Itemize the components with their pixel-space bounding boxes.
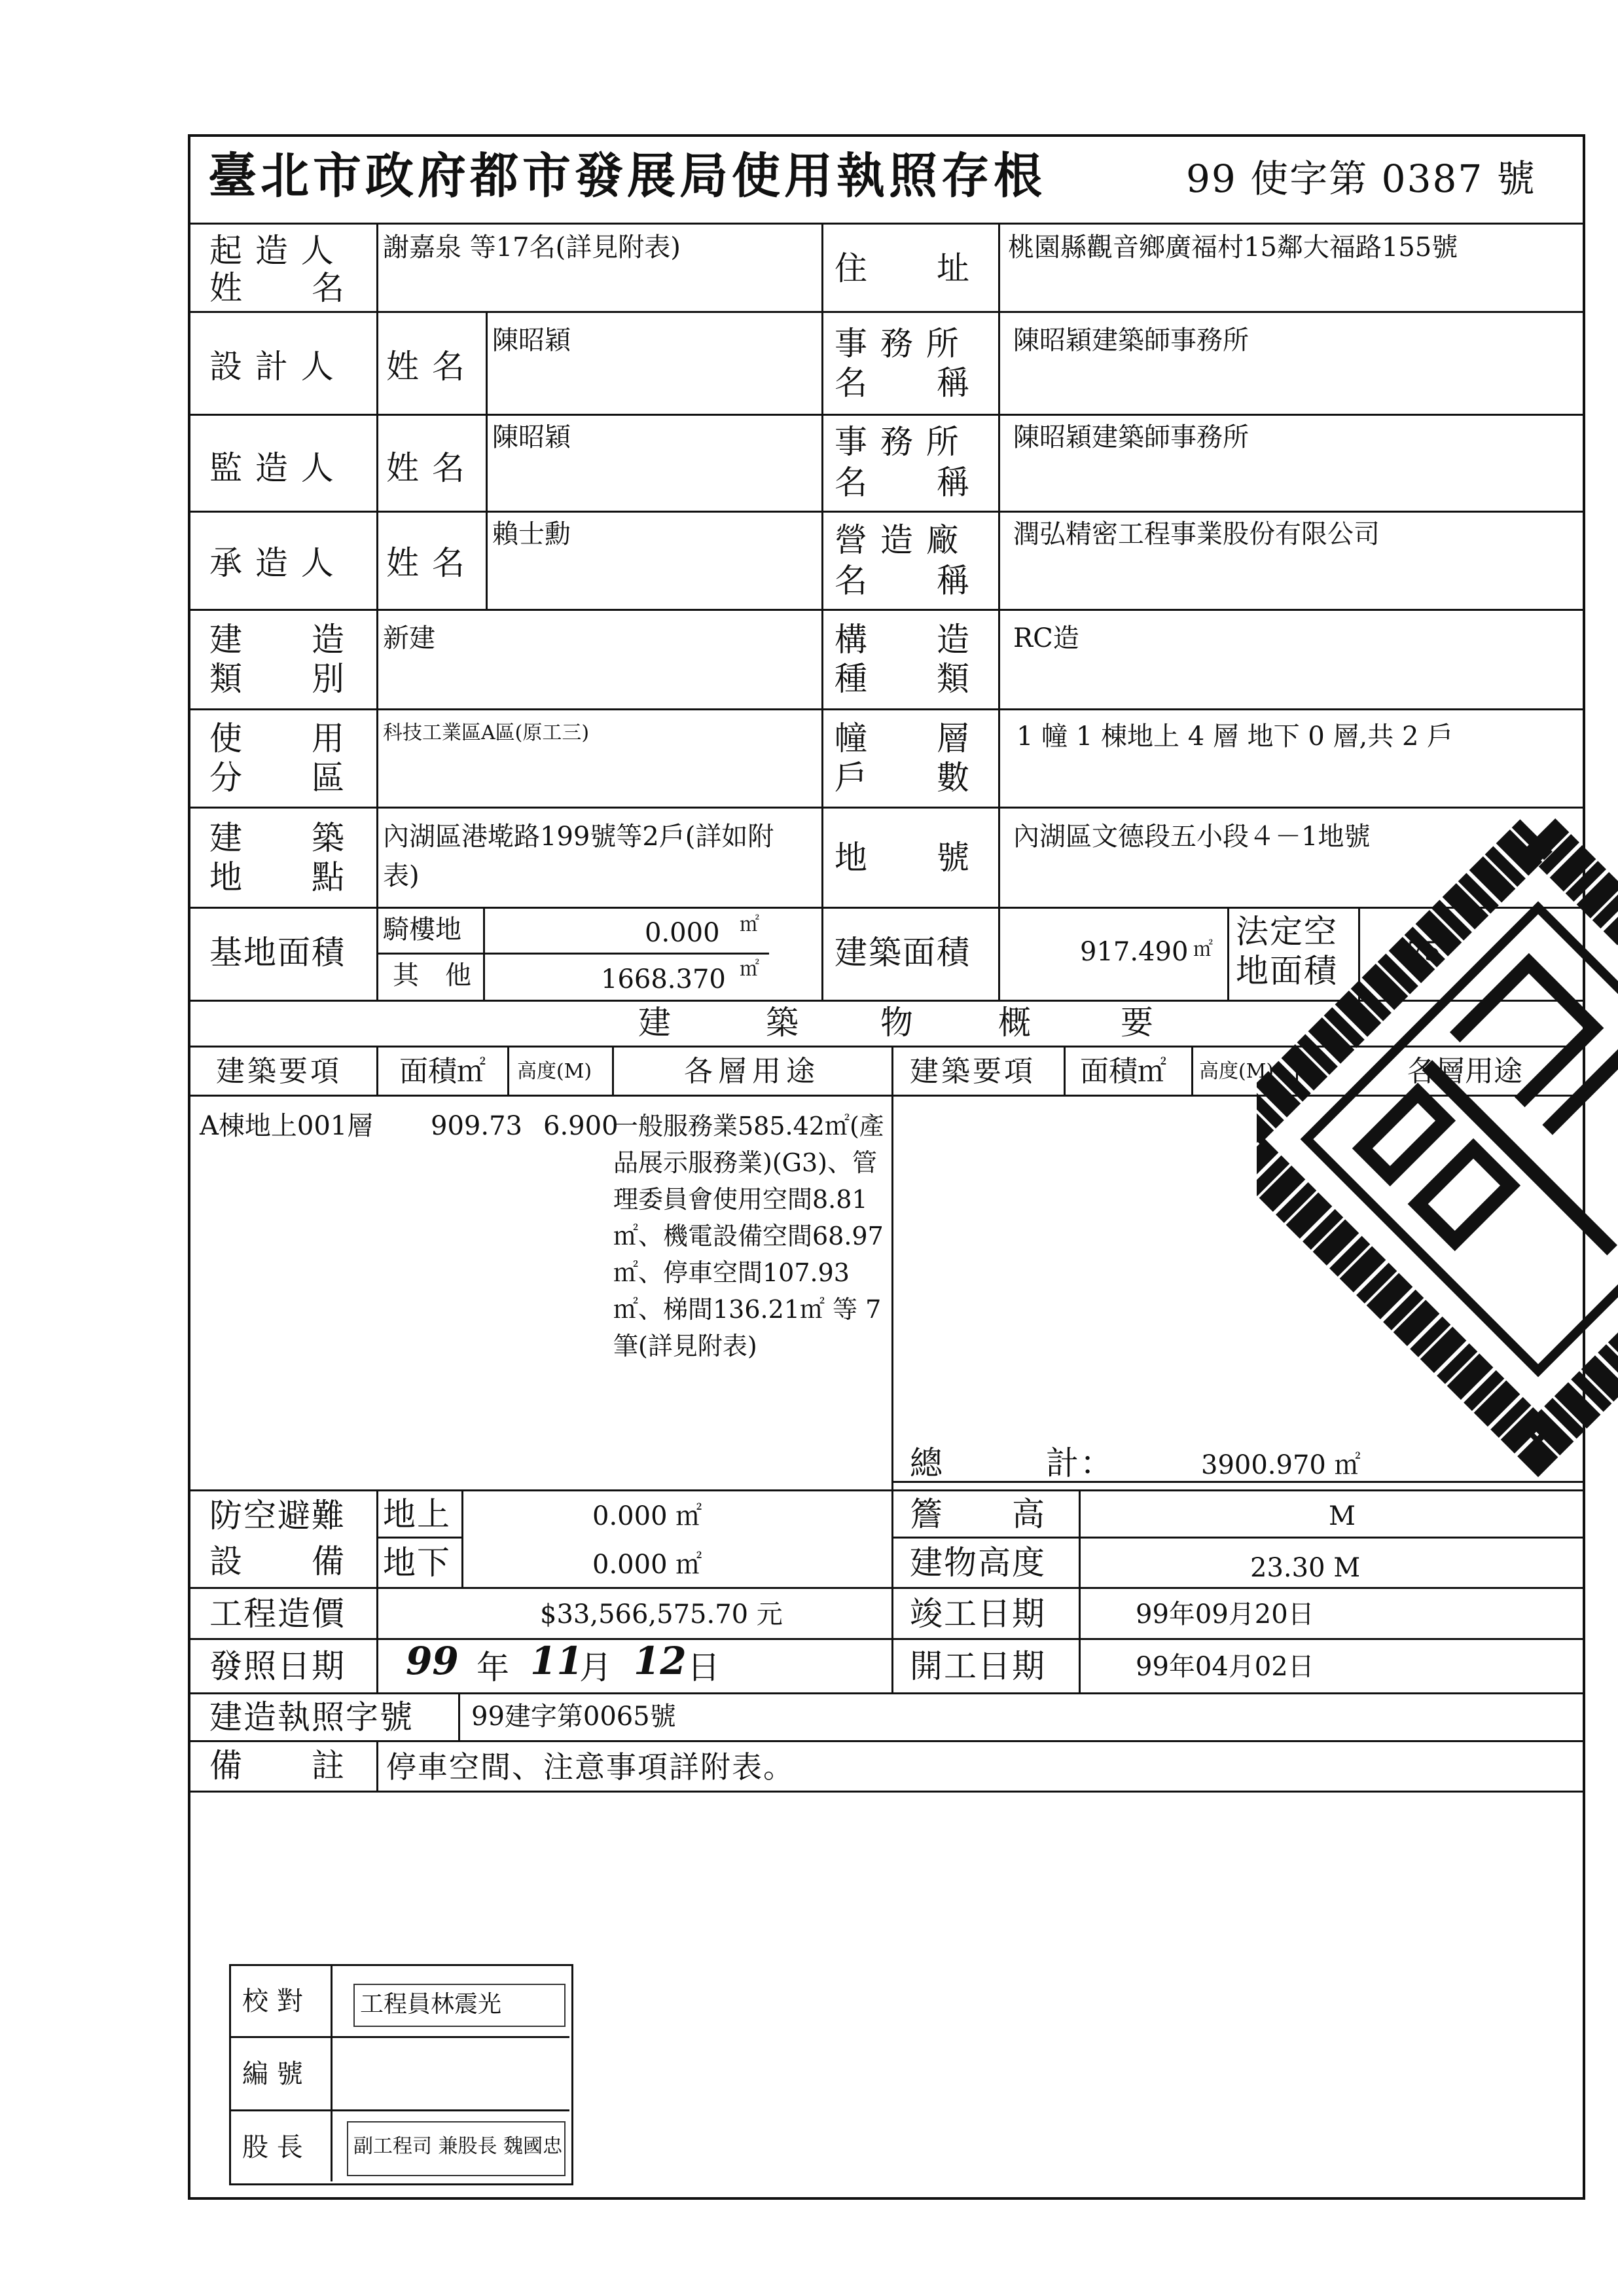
row-divider bbox=[376, 953, 769, 955]
supervisor-name: 陳昭穎 bbox=[492, 422, 571, 452]
signoff-label-chief: 股 長 bbox=[242, 2132, 303, 2162]
floor-area: 909.73 bbox=[431, 1111, 522, 1141]
building-area-label: 建築面積 bbox=[835, 934, 971, 972]
row-divider bbox=[188, 1638, 1585, 1640]
engineer-stamp-text: 工程員林震光 bbox=[360, 1991, 502, 2018]
issue-year: 99 bbox=[406, 1639, 459, 1683]
col-divider bbox=[376, 1046, 378, 1096]
site-area-label: 基地面積 bbox=[209, 934, 346, 972]
shelter-label-1: 防空避難 bbox=[209, 1497, 346, 1535]
build-type-label-2: 類 別 bbox=[209, 660, 346, 698]
building-area-unit: ㎡ bbox=[1193, 938, 1213, 961]
total-label: 總 計： bbox=[910, 1444, 1114, 1482]
designer-office-label-2: 名 稱 bbox=[835, 364, 971, 402]
col-divider bbox=[821, 223, 823, 908]
summary-title-char: 築 bbox=[766, 1004, 800, 1042]
floor-item: A棟地上001層 bbox=[200, 1111, 374, 1141]
col-divider bbox=[458, 1692, 460, 1741]
owner-label-1: 起 造 人 bbox=[209, 232, 335, 270]
units-value: 1 幢 1 棟地上 4 層 地下 0 層,共 2 戶 bbox=[1016, 721, 1454, 752]
summary-title-char: 要 bbox=[1121, 1004, 1155, 1042]
col-divider bbox=[998, 907, 1000, 1002]
location-label-1: 建 築 bbox=[209, 819, 346, 857]
contractor-name-label: 姓 名 bbox=[386, 544, 466, 582]
completion-date: 99年09月20日 bbox=[1136, 1599, 1314, 1630]
col-divider bbox=[612, 1046, 614, 1096]
arcade-value: 0.000 bbox=[645, 918, 720, 948]
row-divider bbox=[188, 609, 1585, 611]
owner-label-2: 姓 名 bbox=[209, 269, 346, 307]
signoff-divider bbox=[331, 1964, 333, 2181]
signoff-divider bbox=[229, 2109, 569, 2111]
shelter-below-label: 地下 bbox=[383, 1544, 451, 1582]
col-divider bbox=[486, 311, 488, 610]
start-date-label: 開工日期 bbox=[910, 1647, 1046, 1685]
row-divider bbox=[188, 708, 1585, 710]
designer-role: 設 計 人 bbox=[209, 348, 335, 386]
row-divider bbox=[376, 1537, 461, 1539]
col-divider bbox=[1191, 1046, 1193, 1096]
shelter-label-2: 設 備 bbox=[209, 1542, 346, 1580]
summary-title-char: 概 bbox=[998, 1004, 1032, 1042]
units-label-2: 戶 數 bbox=[835, 759, 971, 797]
eave-label: 簷 高 bbox=[910, 1495, 1046, 1533]
col-divider bbox=[507, 1046, 509, 1096]
structure-label-1: 構 造 bbox=[835, 621, 971, 659]
signoff-label-check: 校 對 bbox=[242, 1986, 303, 2016]
issue-day: 12 bbox=[634, 1639, 687, 1683]
col-divider bbox=[376, 223, 378, 314]
col-divider bbox=[891, 1489, 893, 1692]
shelter-below-value: 0.000 ㎡ bbox=[592, 1550, 702, 1580]
col-divider bbox=[376, 1489, 378, 1692]
units-label-1: 幢 層 bbox=[835, 720, 971, 757]
row-divider bbox=[188, 1587, 1585, 1589]
total-value: 3900.970 ㎡ bbox=[1201, 1450, 1361, 1480]
completion-label: 竣工日期 bbox=[910, 1595, 1046, 1633]
structure-label-2: 種 類 bbox=[835, 660, 971, 698]
chief-stamp-text: 副工程司 兼股長 魏國忠 bbox=[353, 2135, 563, 2158]
row-divider bbox=[188, 511, 1585, 513]
document-number: 99 使字第 0387 號 bbox=[1186, 156, 1536, 201]
arcade-label: 騎樓地 bbox=[383, 915, 461, 945]
contractor-office-label-1: 營 造 廠 bbox=[835, 521, 960, 559]
issue-year-unit: 年 bbox=[476, 1649, 511, 1686]
other-value: 1668.370 bbox=[601, 964, 726, 994]
open-space-value-partial: 75 bbox=[1407, 937, 1441, 967]
col-divider bbox=[376, 1740, 378, 1791]
contractor-office-label-2: 名 稱 bbox=[835, 562, 971, 600]
start-date: 99年04月02日 bbox=[1136, 1652, 1314, 1682]
signoff-divider bbox=[229, 2036, 569, 2038]
col-divider bbox=[1079, 1489, 1081, 1692]
col-divider bbox=[483, 907, 485, 1002]
col-divider bbox=[891, 1046, 893, 1491]
floor-usage: 一般服務業585.42㎡(產品展示服務業)(G3)、管理委員會使用空間8.81㎡、機電設備空間68.97㎡、停車空間107.93㎡、梯間136.21㎡ 等 7 筆(詳見附表) bbox=[613, 1112, 884, 1360]
engineer-stamp bbox=[353, 1984, 566, 2027]
designer-name: 陳昭穎 bbox=[492, 325, 571, 355]
summary-title-char: 建 bbox=[638, 1004, 672, 1042]
issue-day-unit: 日 bbox=[687, 1649, 721, 1686]
location-label-2: 地 點 bbox=[209, 858, 346, 896]
supervisor-office: 陳昭穎建築師事務所 bbox=[1013, 422, 1249, 452]
cost-label: 工程造價 bbox=[209, 1595, 346, 1633]
other-unit: ㎡ bbox=[740, 958, 759, 981]
row-divider bbox=[188, 1692, 1585, 1694]
owner-name: 謝嘉泉 等17名(詳見附表) bbox=[383, 232, 681, 263]
col-header-item: 建築要項 bbox=[216, 1055, 342, 1088]
col-divider bbox=[376, 609, 378, 908]
other-label: 其 他 bbox=[393, 960, 471, 991]
col-divider bbox=[376, 311, 378, 610]
contractor-name: 賴士勳 bbox=[492, 519, 571, 549]
remarks-value: 停車空間、注意事項詳附表。 bbox=[386, 1749, 795, 1785]
col-divider bbox=[461, 1489, 463, 1588]
zoning-label-1: 使 用 bbox=[209, 720, 346, 757]
permit-label: 建造執照字號 bbox=[209, 1698, 414, 1736]
issue-date-label: 發照日期 bbox=[209, 1647, 346, 1685]
signoff-label-number: 編 號 bbox=[242, 2059, 303, 2089]
build-type-label-1: 建 造 bbox=[209, 621, 346, 659]
col-header-item-right: 建築要項 bbox=[910, 1055, 1035, 1088]
designer-office-label-1: 事 務 所 bbox=[835, 325, 960, 363]
summary-title-char: 物 bbox=[880, 1004, 914, 1042]
lot-label: 地 號 bbox=[835, 839, 971, 877]
contractor-role: 承 造 人 bbox=[209, 544, 335, 582]
building-area-value: 917.490 bbox=[1080, 937, 1189, 967]
supervisor-role: 監 造 人 bbox=[209, 449, 335, 487]
open-space-label-2: 地面積 bbox=[1236, 952, 1338, 990]
row-divider bbox=[188, 414, 1585, 416]
supervisor-office-label-1: 事 務 所 bbox=[835, 423, 960, 461]
zoning-label-2: 分 區 bbox=[209, 759, 346, 797]
col-divider bbox=[1227, 907, 1229, 1002]
supervisor-office-label-2: 名 稱 bbox=[835, 464, 971, 501]
designer-office: 陳昭穎建築師事務所 bbox=[1013, 325, 1249, 355]
building-height-value: 23.30 M bbox=[1250, 1553, 1361, 1583]
designer-name-label: 姓 名 bbox=[386, 348, 466, 386]
structure-value: RC造 bbox=[1013, 623, 1079, 653]
location-value-1: 內湖區港墘路199號等2戶(詳如附 bbox=[383, 822, 774, 852]
col-header-usage: 各層用途 bbox=[684, 1055, 820, 1088]
location-value-2: 表) bbox=[383, 861, 420, 891]
chief-stamp bbox=[347, 2121, 566, 2176]
row-divider bbox=[188, 1740, 1585, 1742]
arcade-unit: ㎡ bbox=[740, 913, 759, 936]
form-title: 臺北市政府都市發展局使用執照存根 bbox=[208, 148, 1046, 204]
col-header-area: 面積㎡ bbox=[399, 1055, 486, 1088]
build-type-value: 新建 bbox=[383, 623, 435, 653]
shelter-above-value: 0.000 ㎡ bbox=[592, 1501, 702, 1531]
col-header-usage-right: 各層用途 bbox=[1407, 1055, 1522, 1088]
shelter-above-label: 地上 bbox=[383, 1495, 451, 1533]
owner-address: 桃園縣觀音鄉廣福村15鄰大福路155號 bbox=[1008, 232, 1458, 263]
zoning-value: 科技工業區A區(原工三) bbox=[383, 721, 590, 744]
issue-month-unit: 月 bbox=[579, 1649, 613, 1686]
row-divider bbox=[188, 311, 1585, 313]
contractor-company: 潤弘精密工程事業股份有限公司 bbox=[1013, 519, 1380, 549]
address-label: 住 址 bbox=[835, 249, 971, 287]
col-header-area-right: 面積㎡ bbox=[1080, 1055, 1166, 1088]
col-divider bbox=[821, 907, 823, 1002]
remarks-label: 備 註 bbox=[209, 1747, 346, 1785]
row-divider bbox=[891, 1537, 1585, 1539]
building-height-label: 建物高度 bbox=[910, 1544, 1046, 1582]
col-divider bbox=[998, 223, 1000, 908]
col-header-height: 高度(M) bbox=[517, 1060, 592, 1083]
issue-month: 11 bbox=[530, 1639, 583, 1683]
col-header-height-right: 高度(M) bbox=[1199, 1060, 1274, 1083]
cost-value: $33,566,575.70 元 bbox=[540, 1599, 783, 1630]
col-divider bbox=[1064, 1046, 1066, 1096]
eave-value: M bbox=[1329, 1501, 1356, 1531]
lot-value: 內湖區文德段五小段４－1地號 bbox=[1013, 822, 1371, 852]
row-divider bbox=[188, 223, 1585, 225]
open-space-label-1: 法定空 bbox=[1236, 913, 1338, 951]
permit-value: 99建字第0065號 bbox=[471, 1702, 676, 1732]
official-seal-stamp bbox=[1257, 773, 1618, 1506]
floor-height: 6.900 bbox=[543, 1111, 619, 1141]
row-divider bbox=[188, 1791, 1585, 1793]
supervisor-name-label: 姓 名 bbox=[386, 449, 466, 487]
col-divider bbox=[376, 907, 378, 1002]
